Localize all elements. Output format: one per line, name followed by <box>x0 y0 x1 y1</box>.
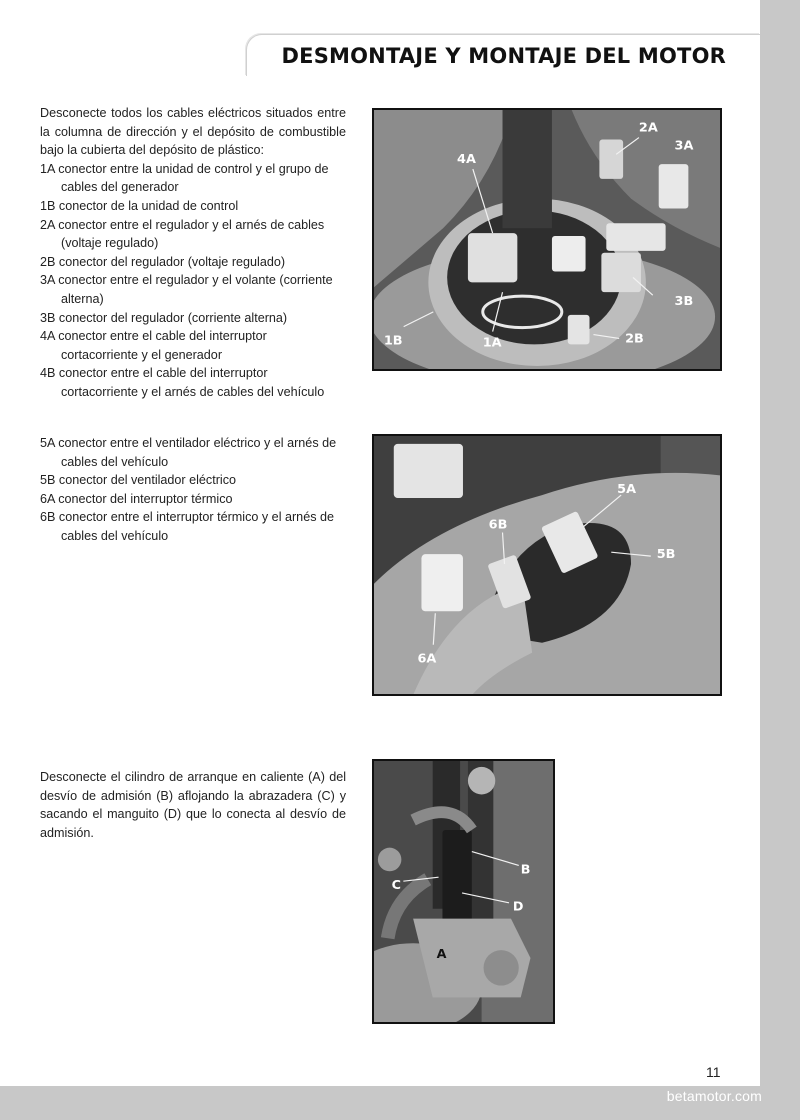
list-item-2b: 2B conector del regulador (voltaje regulado) <box>40 254 286 269</box>
label-6a: 6A <box>417 651 437 667</box>
label-4a: 4A <box>457 152 476 168</box>
label-6b: 6B <box>488 517 508 533</box>
section-1-text <box>40 104 346 402</box>
label-a: A <box>436 946 447 962</box>
label-1b: 1B <box>383 333 403 349</box>
page-edge-strip <box>760 60 800 1086</box>
list-item-1a: 1A conector entre la unidad de control y el grupo de cables del generador <box>40 161 329 195</box>
list-item-3a: 3A conector entre el regulador y el volante (corriente alterna) <box>40 273 333 306</box>
label-1a: 1A <box>482 335 502 351</box>
list-item-6a: 6A conector del interruptor térmico <box>40 491 233 506</box>
section-3-paragraph: Desconecte el cilindro de arranque en caliente (A) del desvío de admisión (B) aflojando la abrazadera (C) y sacando el manguito (D) que lo conecta al desvío de admisión. <box>40 770 346 840</box>
section-1-intro: Desconecte todos los cables eléctricos situados entre la columna de dirección y el depósito de combustible bajo la cubierta del depósito de plástico: <box>40 106 346 158</box>
label-2b: 2B <box>625 331 644 347</box>
section-2-text <box>40 434 346 546</box>
page-number: 11 <box>706 1064 721 1080</box>
list-item-2a: 2A conector entre el regulador y el arnés de cables (voltaje regulado) <box>40 217 325 251</box>
list-item-1b: 1B conector de la unidad de control <box>40 198 239 213</box>
label-5a: 5A <box>617 482 637 498</box>
label-2a: 2A <box>638 120 658 136</box>
label-d: D <box>512 899 524 915</box>
label-b: B <box>520 862 531 878</box>
list-item-4a: 4A conector entre el cable del interruptor cortacorriente y el generador <box>40 329 267 362</box>
photo-hot-start <box>372 759 555 1024</box>
list-item-5b: 5B conector del ventilador eléctrico <box>40 473 237 488</box>
photo-connectors-steering <box>372 108 722 371</box>
header-tab <box>246 34 760 76</box>
section-3-text <box>40 768 346 842</box>
label-3b: 3B <box>674 294 694 309</box>
label-c: C <box>391 877 401 894</box>
list-item-3b: 3B conector del regulador (corriente alterna) <box>40 310 288 325</box>
photo-fan-connectors <box>372 434 722 696</box>
label-3a: 3A <box>674 138 694 154</box>
list-item-6b: 6B conector entre el interruptor térmico y el arnés de cables del vehículo <box>40 510 334 543</box>
list-item-4b: 4B conector entre el cable del interruptor cortacorriente y el arnés de cables del vehículo <box>40 366 325 399</box>
page-title: DESMONTAJE Y MONTAJE DEL MOTOR <box>281 43 726 68</box>
label-5b: 5B <box>656 547 676 563</box>
footer-url: betamotor.com <box>666 1088 762 1104</box>
list-item-5a: 5A conector entre el ventilador eléctrico y el arnés de cables del vehículo <box>40 436 337 469</box>
